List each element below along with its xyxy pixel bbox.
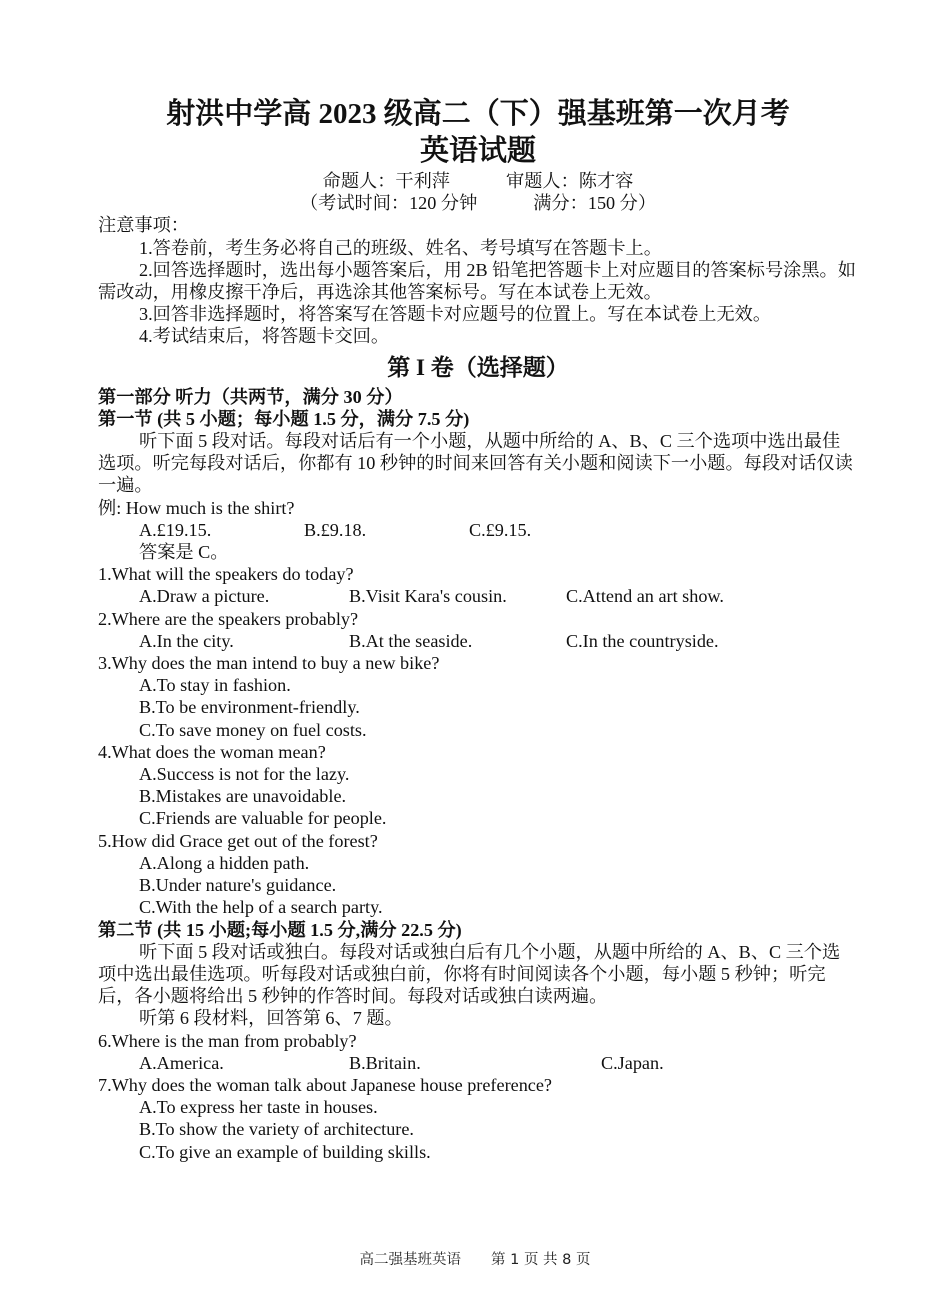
reviewer: 审题人：陈才容 bbox=[506, 171, 634, 191]
option: B.To show the variety of architecture. bbox=[139, 1119, 414, 1140]
exam-subtitle: 英语试题 bbox=[419, 135, 536, 167]
question-6: 6.Where is the man from probably? bbox=[98, 1030, 357, 1051]
material-6-instruction: 听第 6 段材料，回答第 6、7 题。 bbox=[139, 1008, 403, 1029]
option: A.Draw a picture. bbox=[139, 586, 270, 607]
example-options bbox=[98, 519, 858, 541]
exam-title: 射洪中学高 2023 级高二（下）强基班第一次月考 bbox=[166, 98, 790, 130]
example-answer: 答案是 C。 bbox=[139, 542, 229, 563]
question-7: 7.Why does the woman talk about Japanese house preference? bbox=[98, 1074, 553, 1095]
exam-score: 满分：150 分） bbox=[533, 193, 657, 214]
option: A.Along a hidden path. bbox=[139, 852, 310, 873]
section2-instructions: 听下面 5 段对话或独白。每段对话或独白后有几个小题，从题中所给的 A、B、C 三个选项中选出最佳选项。听每段对话或独白前，你将有时间阅读各个小题，每小题 5 秒钟；听完后，各小题将给出 5 秒钟的作答时间。每段对话或独白读两遍。 bbox=[98, 941, 841, 1007]
exam-time-score bbox=[98, 192, 858, 214]
option: C.To give an example of building skills. bbox=[139, 1141, 431, 1162]
note-item: 2.回答选择题时，选出每小题答案后，用 2B 铅笔把答题卡上对应题目的答案标号涂黑。如需改动，用橡皮擦干净后，再选涂其他答案标号。写在本试卷上无效。 bbox=[98, 259, 856, 303]
option: C.Japan. bbox=[601, 1052, 664, 1073]
note-item: 4.考试结束后，将答题卡交回。 bbox=[139, 326, 390, 347]
option: A.To stay in fashion. bbox=[139, 675, 291, 696]
option: C.Friends are valuable for people. bbox=[139, 808, 387, 829]
option: C.In the countryside. bbox=[566, 630, 719, 651]
exam-staff bbox=[98, 170, 858, 192]
question-4: 4.What does the woman mean? bbox=[98, 741, 326, 762]
example-question: 例: How much is the shirt? bbox=[98, 497, 295, 518]
question-5: 5.How did Grace get out of the forest? bbox=[98, 830, 378, 851]
option: B.Under nature's guidance. bbox=[139, 875, 337, 896]
option: C.£9.15. bbox=[469, 519, 532, 540]
option: B.To be environment-friendly. bbox=[139, 697, 360, 718]
option: A.£19.15. bbox=[139, 519, 212, 540]
section1-heading: 第一节 (共 5 小题；每小题 1.5 分，满分 7.5 分) bbox=[98, 408, 470, 429]
exam-time: （考试时间：120 分钟 bbox=[299, 193, 478, 214]
part1-heading: 第一部分 听力（共两节，满分 30 分） bbox=[98, 386, 403, 407]
option: A.America. bbox=[139, 1052, 224, 1073]
volume-title: 第 I 卷（选择题） bbox=[387, 354, 569, 380]
notes-heading: 注意事项： bbox=[98, 215, 189, 236]
question-1-options bbox=[98, 585, 858, 607]
option: C.Attend an art show. bbox=[566, 586, 724, 607]
author: 命题人：干利萍 bbox=[322, 171, 450, 191]
section1-instructions: 听下面 5 段对话。每段对话后有一个小题，从题中所给的 A、B、C 三个选项中选出最佳选项。听完每段对话后，你都有 10 秒钟的时间来回答有关小题和阅读下一小题。每段对话仅读一遍。 bbox=[98, 431, 853, 496]
option: A.In the city. bbox=[139, 630, 234, 651]
question-2: 2.Where are the speakers probably? bbox=[98, 608, 359, 629]
page-number: 第 1 页 共 8 页 bbox=[491, 1252, 591, 1268]
option: C.To save money on fuel costs. bbox=[139, 719, 367, 740]
footer-subject: 高二强基班英语 bbox=[359, 1252, 461, 1268]
question-1: 1.What will the speakers do today? bbox=[98, 564, 354, 585]
section2-heading: 第二节 (共 15 小题;每小题 1.5 分,满分 22.5 分) bbox=[98, 919, 462, 940]
option: B.Britain. bbox=[349, 1052, 421, 1073]
option: A.Success is not for the lazy. bbox=[139, 764, 350, 785]
question-6-options bbox=[98, 1052, 858, 1074]
option: B.£9.18. bbox=[304, 519, 367, 540]
page-footer bbox=[0, 1248, 950, 1269]
note-item: 3.回答非选择题时，将答案写在答题卡对应题号的位置上。写在本试卷上无效。 bbox=[139, 304, 772, 325]
option: B.Mistakes are unavoidable. bbox=[139, 786, 347, 807]
exam-page bbox=[98, 96, 858, 1163]
question-3: 3.Why does the man intend to buy a new bike? bbox=[98, 653, 440, 674]
option: A.To express her taste in houses. bbox=[139, 1097, 378, 1118]
option: B.Visit Kara's cousin. bbox=[349, 586, 507, 607]
question-2-options bbox=[98, 630, 858, 652]
option: B.At the seaside. bbox=[349, 630, 473, 651]
note-item: 1.答卷前，考生务必将自己的班级、姓名、考号填写在答题卡上。 bbox=[139, 237, 662, 258]
option: C.With the help of a search party. bbox=[139, 897, 383, 918]
